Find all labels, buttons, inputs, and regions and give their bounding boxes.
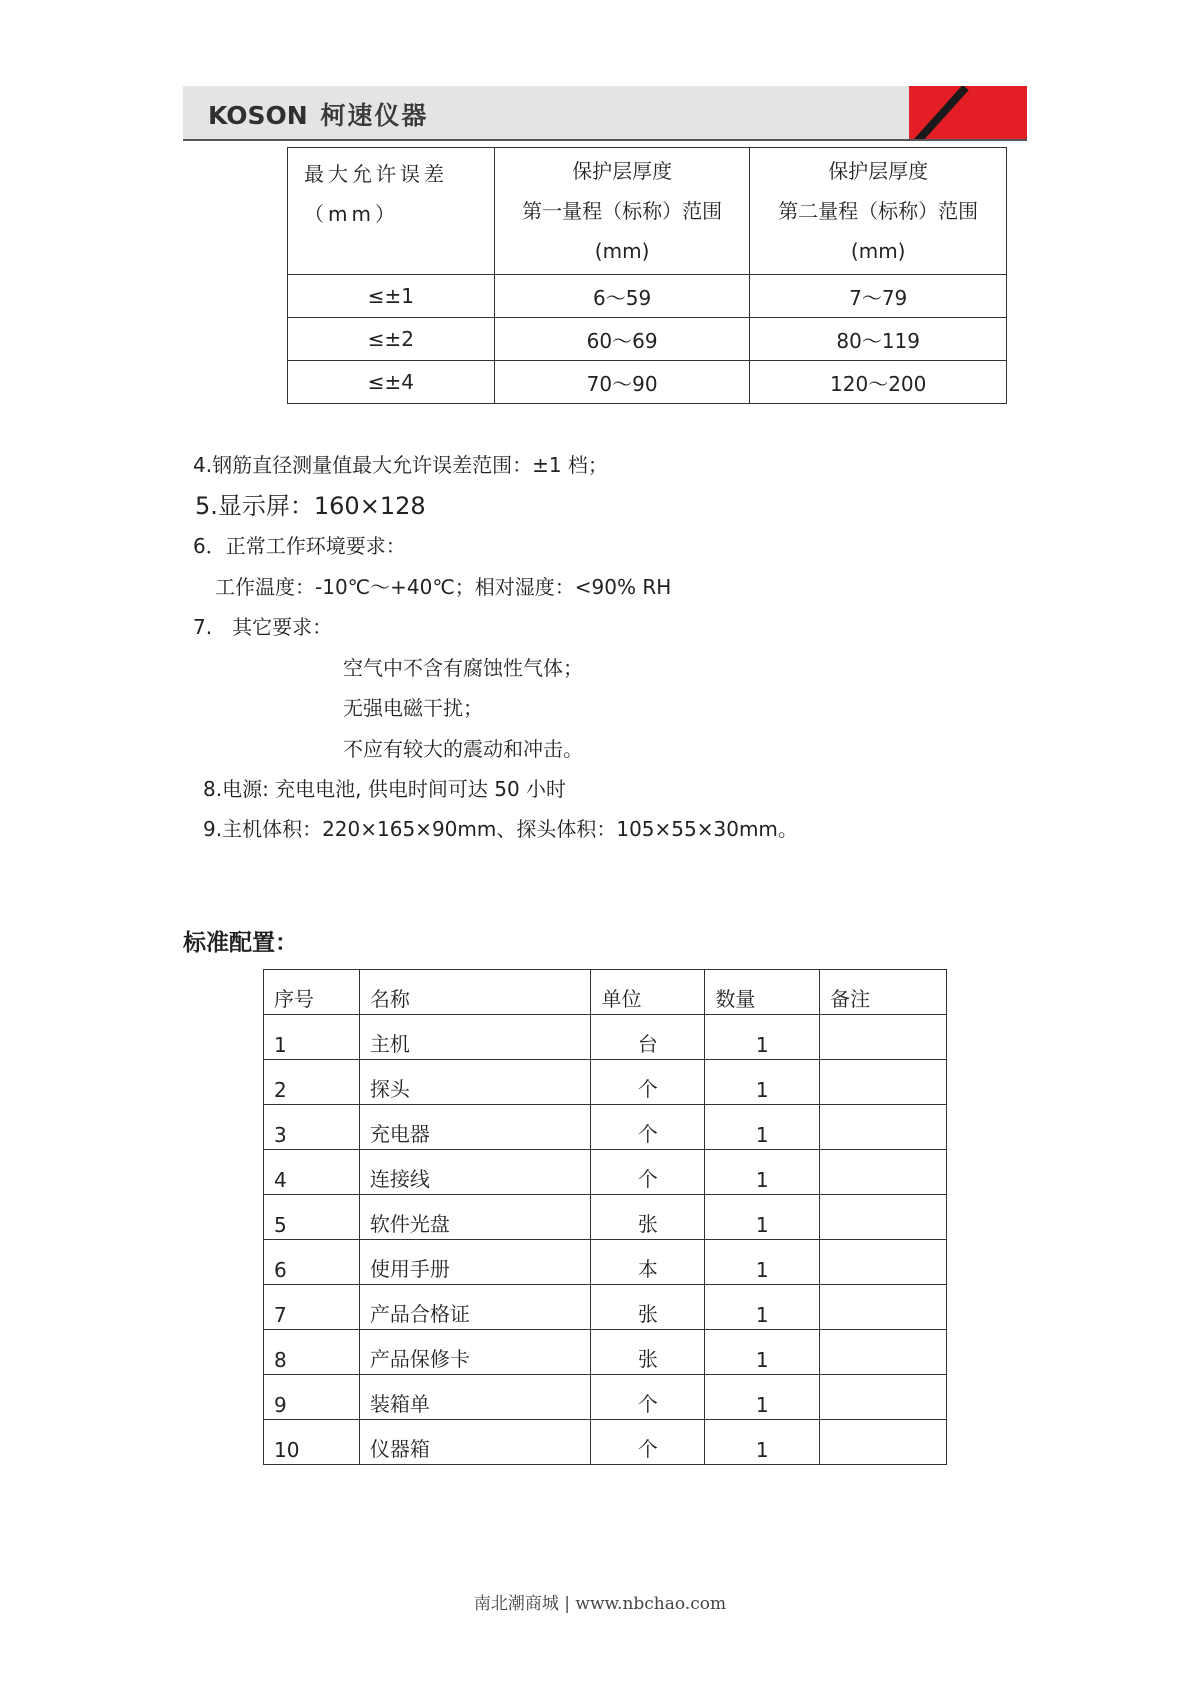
row-note [820,1330,947,1375]
row-note [820,1420,947,1465]
brand-logo [208,96,428,132]
row-quantity: 1 [705,1330,820,1375]
row-note [820,1105,947,1150]
row-unit: 个 [591,1150,705,1195]
page-header [183,86,1027,141]
row-index: 9 [264,1375,360,1420]
table-row [264,1105,947,1150]
spec-item-9: 9.主机体积：220×165×90mm、探头体积：105×55×30mm。 [203,817,798,841]
row-quantity: 1 [705,1420,820,1465]
config-table [263,969,947,1465]
spec-item-7-line-3: 不应有较大的震动和冲击。 [343,737,583,761]
spec-item-6: 6．正常工作环境要求： [193,534,406,558]
row-name: 使用手册 [359,1240,591,1285]
header-cell-note: 备注 [820,970,947,1015]
row-quantity: 1 [705,1285,820,1330]
table-row [264,1240,947,1285]
row-index: 6 [264,1240,360,1285]
row-quantity: 1 [705,1240,820,1285]
row-name: 仪器箱 [359,1420,591,1465]
row-note [820,1015,947,1060]
spec-item-4: 4.钢筋直径测量值最大允许误差范围：±1 档； [193,453,608,477]
row-note [820,1285,947,1330]
row-index: 10 [264,1420,360,1465]
row-quantity: 1 [705,1375,820,1420]
row-index: 2 [264,1060,360,1105]
row-name: 连接线 [359,1150,591,1195]
header-cell-error: 最大允许误差 （mm） [288,148,495,275]
row-unit: 张 [591,1195,705,1240]
header-cell-quantity: 数量 [705,970,820,1015]
row-quantity: 1 [705,1015,820,1060]
spec-item-7-line-2: 无强电磁干扰； [343,696,483,720]
header-cell-range1: 保护层厚度 第一量程（标称）范围 (mm) [494,148,750,275]
row-note [820,1375,947,1420]
table-row [264,1060,947,1105]
page-footer: 南北潮商城 | www.nbchao.com [473,1594,727,1614]
row-name: 主机 [359,1015,591,1060]
spec-item-7: 7. 其它要求： [193,615,333,639]
table-row: ≤±1 6～59 7～79 [288,275,1007,318]
table-row [264,1150,947,1195]
table-row [264,1375,947,1420]
spec-item-7-line-1: 空气中不含有腐蚀性气体； [343,656,583,680]
header-cell-unit: 单位 [591,970,705,1015]
row-index: 3 [264,1105,360,1150]
header-cell-range2: 保护层厚度 第二量程（标称）范围 (mm) [750,148,1007,275]
row-note [820,1060,947,1105]
row-quantity: 1 [705,1195,820,1240]
table-row [264,1015,947,1060]
table-row [264,1420,947,1465]
row-unit: 台 [591,1015,705,1060]
config-section-title: 标准配置： [183,930,298,956]
row-quantity: 1 [705,1060,820,1105]
row-name: 装箱单 [359,1375,591,1420]
row-unit: 张 [591,1330,705,1375]
spec-item-6-detail: 工作温度：-10℃～+40℃；相对湿度：<90% RH [215,575,672,599]
logo-text-cn: 柯速仪器 [320,101,429,130]
row-unit: 个 [591,1420,705,1465]
table-row [264,1285,947,1330]
spec-item-5: 5.显示屏：160×128 [195,492,426,520]
row-unit: 个 [591,1060,705,1105]
table-row: ≤±2 60～69 80～119 [288,318,1007,361]
table-row [264,1330,947,1375]
row-name: 充电器 [359,1105,591,1150]
row-index: 4 [264,1150,360,1195]
row-unit: 张 [591,1285,705,1330]
row-name: 产品保修卡 [359,1330,591,1375]
config-table-header [264,970,947,1015]
row-name: 软件光盘 [359,1195,591,1240]
row-unit: 个 [591,1105,705,1150]
row-name: 产品合格证 [359,1285,591,1330]
row-unit: 个 [591,1375,705,1420]
header-cell-index: 序号 [264,970,360,1015]
row-name: 探头 [359,1060,591,1105]
row-index: 5 [264,1195,360,1240]
table-row: ≤±4 70～90 120～200 [288,361,1007,404]
row-quantity: 1 [705,1150,820,1195]
row-note [820,1150,947,1195]
spec-item-8: 8.电源: 充电电池, 供电时间可达 50 小时 [203,777,567,801]
row-index: 8 [264,1330,360,1375]
row-unit: 本 [591,1240,705,1285]
accuracy-table [287,147,1007,404]
logo-text-en: KOSON [208,101,308,130]
header-cell-name: 名称 [359,970,591,1015]
table-row [264,1195,947,1240]
row-index: 1 [264,1015,360,1060]
row-note [820,1240,947,1285]
row-note [820,1195,947,1240]
accuracy-table-header [288,148,1007,275]
row-index: 7 [264,1285,360,1330]
row-quantity: 1 [705,1105,820,1150]
